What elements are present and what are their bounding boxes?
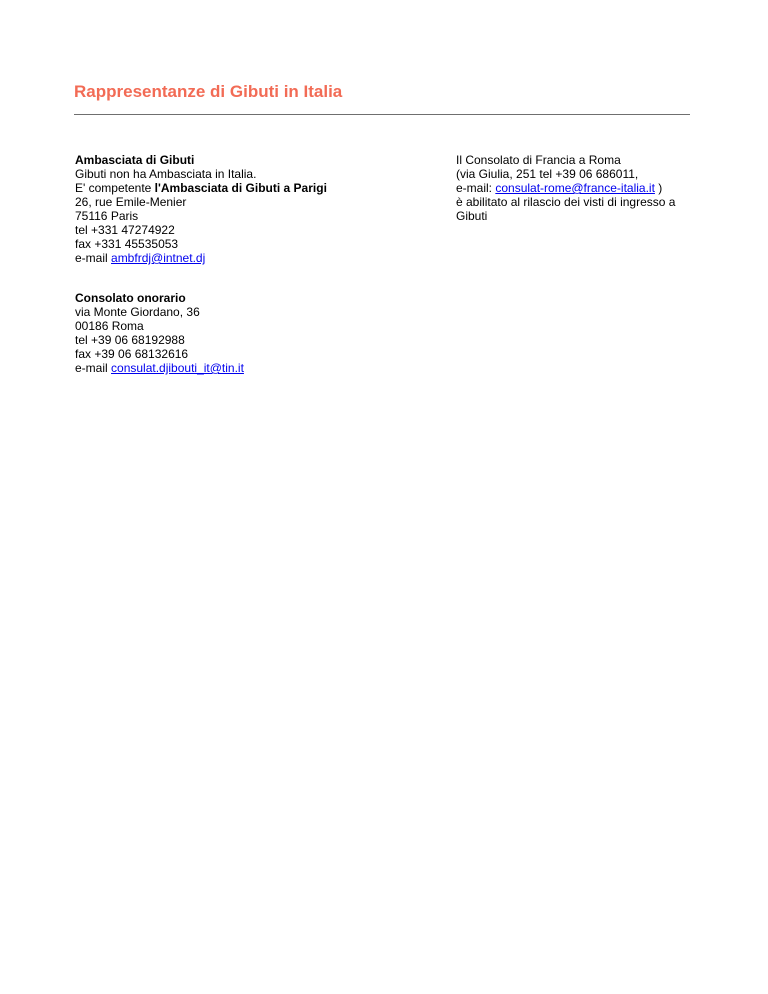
title-divider [74,114,690,115]
embassy-fax: fax +331 45535053 [75,237,179,251]
french-consulate-email-suffix: ) [654,181,663,195]
french-consulate-email-label: e-mail: [456,181,496,195]
embassy-note: Gibuti non ha Ambasciata in Italia. [75,167,257,181]
consulate-city: 00186 Roma [75,319,144,333]
embassy-email-link[interactable]: ambfrdj@intnet.dj [111,251,206,265]
embassy-competent-name: l'Ambasciata di Gibuti a Parigi [154,181,327,195]
left-column [75,153,415,375]
french-consulate-block [456,153,716,223]
french-consulate-line4: è abilitato al rilascio dei visti di ingresso a [456,195,676,209]
consulate-tel: tel +39 06 68192988 [75,333,185,347]
french-consulate-line5: Gibuti [456,209,488,223]
consulate-heading: Consolato onorario [75,291,186,305]
page-title: Rappresentanze di Gibuti in Italia [74,82,343,101]
embassy-competent-line [75,181,415,195]
embassy-block [75,153,415,265]
french-consulate-email-link[interactable]: consulat-rome@france-italia.it [495,181,655,195]
embassy-city: 75116 Paris [75,209,139,223]
french-consulate-line1: Il Consolato di Francia a Roma [456,153,621,167]
embassy-competent-prefix: E' competente [75,181,155,195]
embassy-tel: tel +331 47274922 [75,223,175,237]
right-column [456,153,716,223]
embassy-street: 26, rue Emile-Menier [75,195,187,209]
consulate-email-line [75,361,415,375]
consulate-email-link[interactable]: consulat.djibouti_it@tin.it [111,361,244,375]
consulate-fax: fax +39 06 68132616 [75,347,189,361]
consulate-block [75,291,415,375]
consulate-street: via Monte Giordano, 36 [75,305,200,319]
french-consulate-line2: (via Giulia, 251 tel +39 06 686011, [456,167,639,181]
french-consulate-email-line [456,181,716,195]
consulate-email-label: e-mail [75,361,112,375]
embassy-heading: Ambasciata di Gibuti [75,153,195,167]
embassy-email-line [75,251,415,265]
embassy-email-label: e-mail [75,251,112,265]
